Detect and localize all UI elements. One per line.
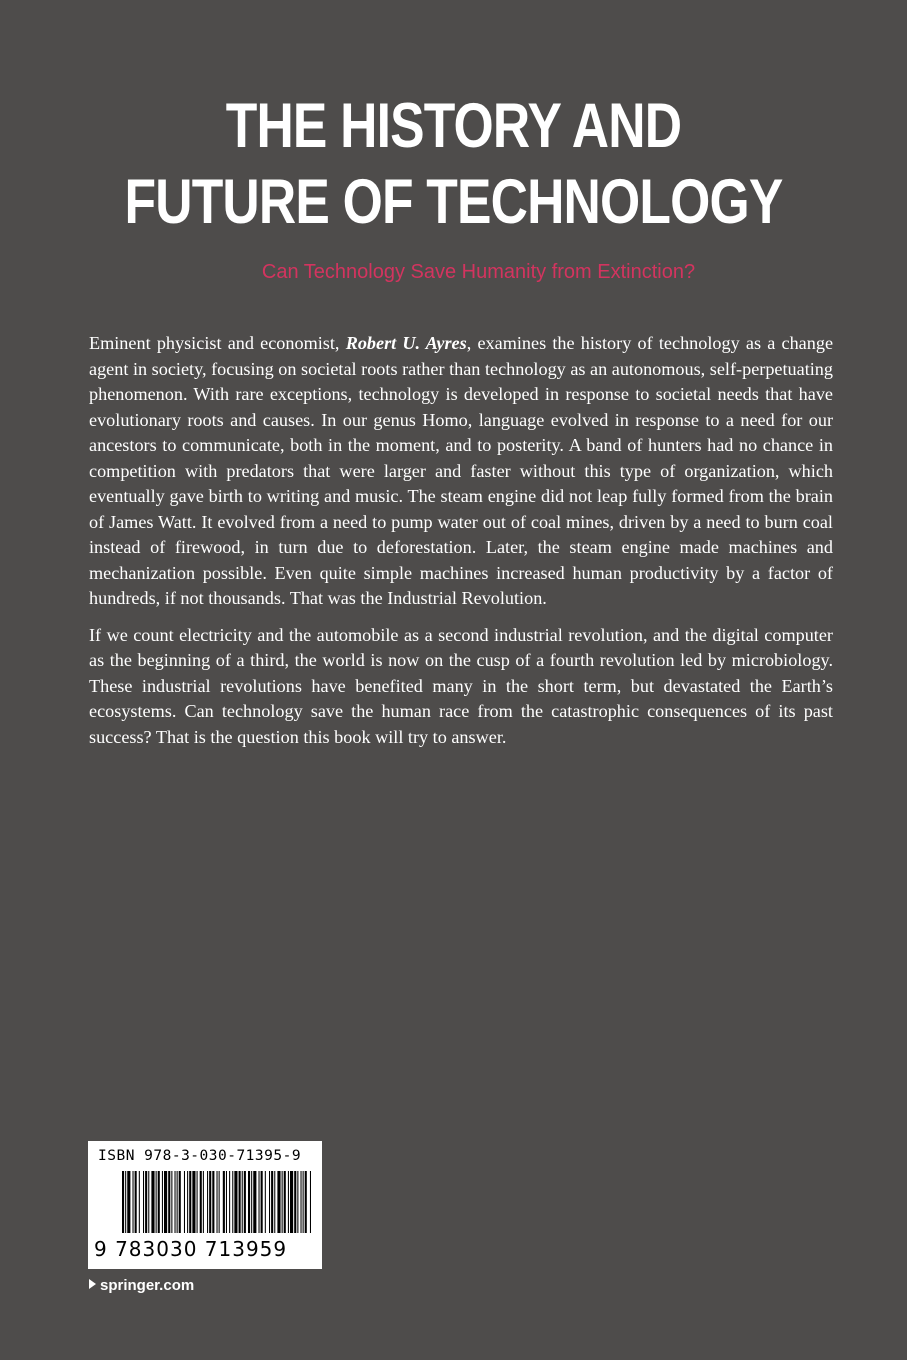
barcode-bar <box>290 1171 293 1233</box>
barcode-bar <box>207 1171 208 1233</box>
barcode-bar <box>244 1171 246 1233</box>
barcode-bar <box>143 1171 144 1233</box>
barcode-bar <box>265 1171 266 1233</box>
publisher-url: springer.com <box>100 1277 195 1294</box>
barcode-bar <box>232 1171 233 1233</box>
barcode-bar <box>282 1171 283 1233</box>
barcode-bar <box>305 1171 307 1233</box>
barcode-bar <box>310 1171 311 1233</box>
barcode-bar <box>248 1171 250 1233</box>
barcode-bar <box>175 1171 176 1233</box>
barcode-bar <box>239 1171 241 1233</box>
isbn-label: ISBN 978-3-030-71395-9 <box>98 1148 302 1164</box>
barcode-bar <box>135 1171 137 1233</box>
book-subtitle: Can Technology Save Humanity from Extinction? <box>261 261 696 283</box>
barcode-bar <box>177 1171 178 1233</box>
barcode-bar <box>151 1171 154 1233</box>
ean-digits: 9 783030 713959 <box>94 1237 288 1261</box>
barcode-bar <box>156 1171 157 1233</box>
barcode-bar <box>179 1171 181 1233</box>
barcode-bar <box>162 1171 163 1233</box>
arrow-right-icon <box>89 1279 96 1289</box>
barcode-bar <box>197 1171 198 1233</box>
barcode-bar <box>301 1171 302 1233</box>
isbn-barcode <box>88 1141 322 1269</box>
barcode-bar <box>284 1171 286 1233</box>
barcode-bar <box>139 1171 140 1233</box>
barcode-bar <box>217 1171 218 1233</box>
blurb <box>89 331 833 761</box>
barcode-bar <box>259 1171 260 1233</box>
barcode-bar <box>171 1171 172 1233</box>
book-title-line-1: THE HISTORY AND <box>225 91 682 161</box>
publisher-link[interactable] <box>89 1276 194 1296</box>
barcode-bar <box>209 1171 211 1233</box>
barcode-bar <box>288 1171 289 1233</box>
barcode-bar <box>184 1171 185 1233</box>
barcode-bar <box>192 1171 195 1233</box>
blurb-p1-intro: Eminent physicist and economist, <box>89 333 346 353</box>
barcode-bar <box>127 1171 130 1233</box>
barcode-bar <box>229 1171 230 1233</box>
barcode-bar <box>294 1171 296 1233</box>
barcode-bar <box>253 1171 256 1233</box>
barcode-bar <box>158 1171 160 1233</box>
barcode-bar <box>219 1171 220 1233</box>
barcode-bar <box>164 1171 167 1233</box>
barcode-bar <box>223 1171 225 1233</box>
barcode-bar <box>277 1171 280 1233</box>
barcode-bar <box>269 1171 270 1233</box>
barcode-bar <box>251 1171 252 1233</box>
barcode-bar <box>274 1171 275 1233</box>
barcode-bar <box>189 1171 191 1233</box>
book-title <box>82 88 826 240</box>
blurb-paragraph-2: If we count electricity and the automobile as a second industrial revolution, and the digital computer as the beginning of a third, the world is now on the cusp of a fourth revolution led by microbiology. These industrial revolutions have benefited many in the short term, but devastated the Earth’s ecosystems. Can technology save the human race from the catastrophic consequences of its past success? That is the question this book will try to answer. <box>89 624 833 747</box>
blurb-paragraph-1 <box>89 331 833 612</box>
barcode-bar <box>122 1171 124 1233</box>
barcode-bar <box>212 1171 214 1233</box>
barcode-bar <box>187 1171 188 1233</box>
barcode-bar <box>234 1171 237 1233</box>
blurb-p1-rest: , examines the history of technology as a change agent in society, focusing on societal roots rather than technology as an autonomous, self-perpetuating phenomenon. With rare exceptions, technology is developed in response to societal needs that have evolutionary roots and causes. In our genus Homo, language evolved in response to a need for our ancestors to communicate, both in the moment, and to posterity. A band of hunters had no chance in competition with predators that were larger and faster without this type of organization, which eventually gave birth to writing and music. The steam engine did not leap fully formed from the brain of James Watt. It evolved from a need to pump water out of coal mines, driven by a need to burn coal instead of firewood, in turn due to deforestation. Later, the steam engine made machines and mechanization possible. Even quite simple machines increased human productivity by a factor of hundreds, if not thousands. That was the Industrial Revolution. <box>89 333 834 608</box>
barcode-bar <box>226 1171 227 1233</box>
barcode-bar <box>203 1171 204 1233</box>
barcode-bar <box>168 1171 170 1233</box>
barcode-bar <box>125 1171 126 1233</box>
barcode-bar <box>271 1171 273 1233</box>
barcode-bar <box>133 1171 134 1233</box>
barcode-bar <box>261 1171 263 1233</box>
barcode-bar <box>200 1171 202 1233</box>
barcode-bar <box>148 1171 149 1233</box>
barcode-bar <box>303 1171 304 1233</box>
barcode-bar <box>297 1171 298 1233</box>
barcode-bar <box>242 1171 243 1233</box>
barcode-bar <box>145 1171 147 1233</box>
book-title-line-2: FUTURE OF TECHNOLOGY <box>124 167 783 237</box>
author-name: Robert U. Ayres <box>345 333 467 353</box>
